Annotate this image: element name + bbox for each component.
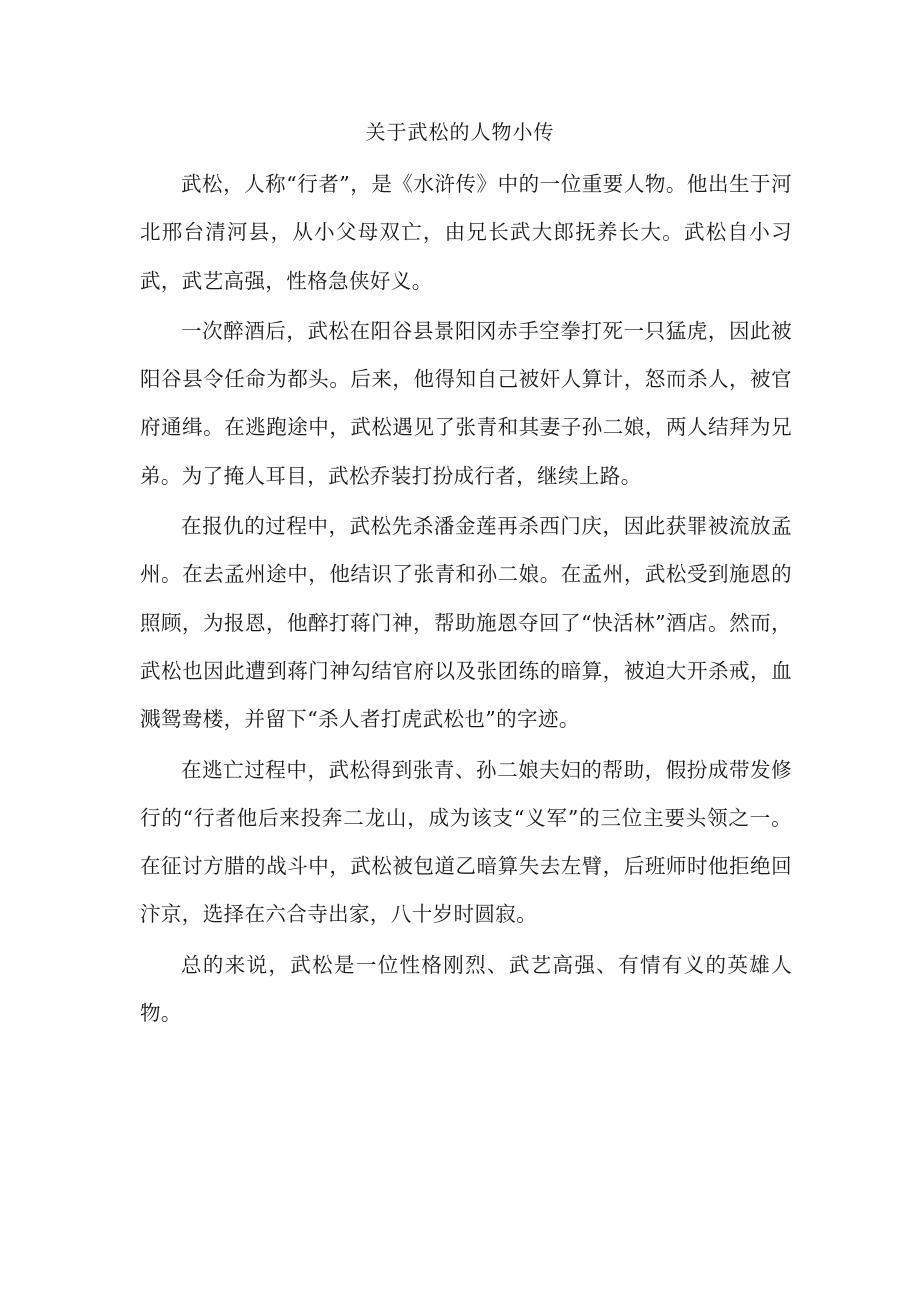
paragraph-1: 武松，人称“行者”，是《水浒传》中的一位重要人物。他出生于河北邢台清河县，从小父母双亡，由兄长武大郎抚养长大。武松自小习武，武艺高强，性格急侠好义。	[140, 172, 792, 293]
paragraph-2: 一次醉酒后，武松在阳谷县景阳冈赤手空拳打死一只猛虎，因此被阳谷县令任命为都头。后来，他得知自己被奸人算计，怒而杀人，被官府通缉。在逃跑途中，武松遇见了张青和其妻子孙二娘，两人结拜为兄弟。为了掩人耳目，武松乔装打扮成行者，继续上路。	[140, 318, 792, 488]
paragraph-3: 在报仇的过程中，武松先杀潘金莲再杀西门庆，因此获罪被流放孟州。在去孟州途中，他结识了张青和孙二娘。在孟州，武松受到施恩的照顾，为报恩，他醉打蒋门神，帮助施恩夺回了“快活林”酒店。然而，武松也因此遭到蒋门神勾结官府以及张团练的暗算，被迫大开杀戒，血溅鸳鸯楼，并留下“杀人者打虎武松也”的字迹。	[140, 514, 792, 732]
document-title: 关于武松的人物小传	[365, 120, 555, 144]
paragraph-5: 总的来说，武松是一位性格刚烈、武艺高强、有情有义的英雄人物。	[140, 952, 792, 1026]
document-body	[140, 160, 792, 1039]
paragraph-4: 在逃亡过程中，武松得到张青、孙二娘夫妇的帮助，假扮成带发修行的“行者他后来投奔二龙山，成为该支“义军”的三位主要头领之一。在征讨方腊的战斗中，武松被包道乙暗算失去左臂，后班师时他拒绝回汴京，选择在六合寺出家，八十岁时圆寂。	[140, 757, 792, 927]
